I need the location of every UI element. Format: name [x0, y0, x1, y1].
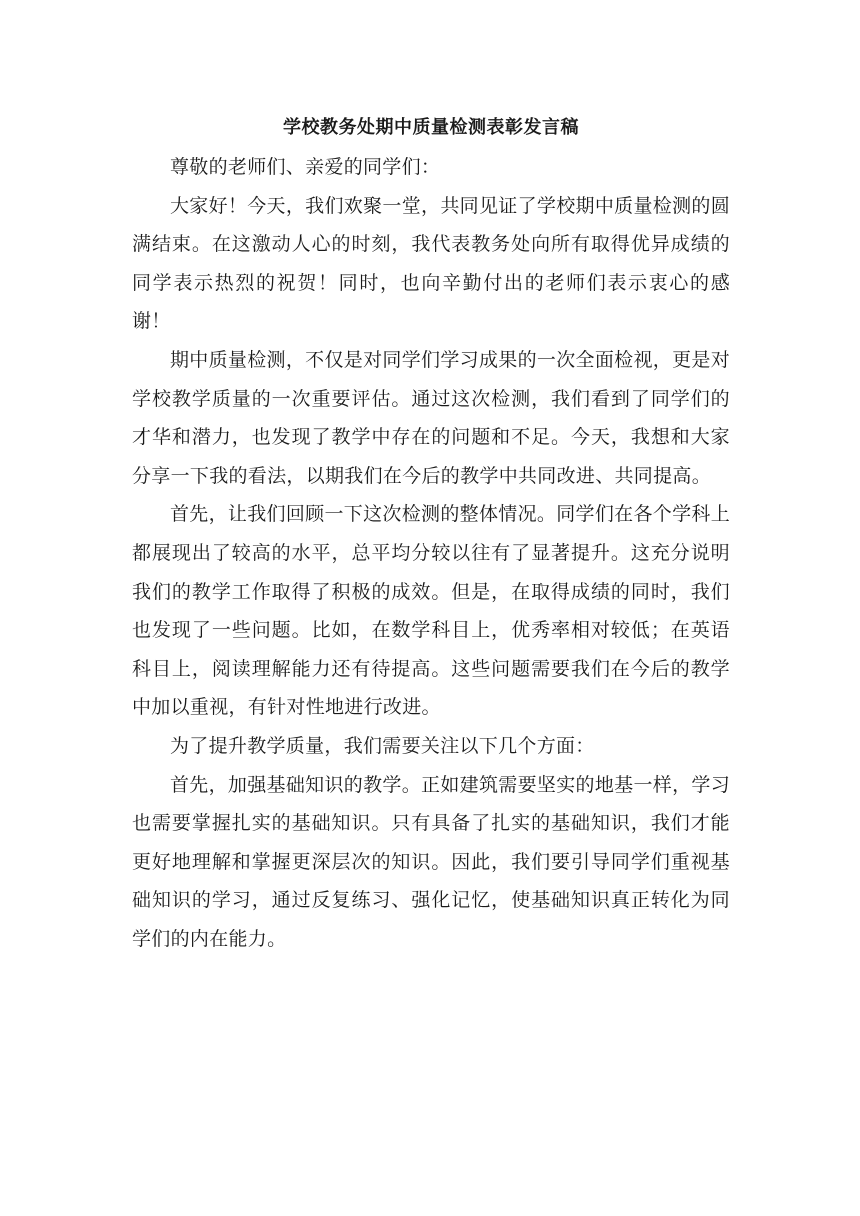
paragraph-basics: 首先，加强基础知识的教学。正如建筑需要坚实的地基一样，学习也需要掌握扎实的基础知识。只有具备了扎实的基础知识，我们才能更好地理解和掌握更深层次的知识。因此，我们要引导同学们重视基础知识的学习，通过反复练习、强化记忆，使基础知识真正转化为同学们的内在能力。	[132, 773, 730, 950]
paragraph-review: 首先，让我们回顾一下这次检测的整体情况。同学们在各个学科上都展现出了较高的水平，总平均分较以往有了显著提升。这充分说明我们的教学工作取得了积极的成效。但是，在取得成绩的同时，我们也发现了一些问题。比如，在数学科目上，优秀率相对较低；在英语科目上，阅读理解能力还有待提高。这些问题需要我们在今后的教学中加以重视，有针对性地进行改进。	[132, 503, 730, 719]
paragraph-focus-intro: 为了提升教学质量，我们需要关注以下几个方面：	[170, 734, 595, 757]
paragraph-greeting: 尊敬的老师们、亲爱的同学们：	[170, 156, 441, 178]
paragraph-significance: 期中质量检测，不仅是对同学们学习成果的一次全面检视，更是对学校教学质量的一次重要评估。通过这次检测，我们看到了同学们的才华和潜力，也发现了教学中存在的问题和不足。今天，我想和大家分享一下我的看法，以期我们在今后的教学中共同改进、共同提高。	[132, 348, 730, 487]
paragraph-opening: 大家好！今天，我们欢聚一堂，共同见证了学校期中质量检测的圆满结束。在这激动人心的时刻，我代表教务处向所有取得优异成绩的同学表示热烈的祝贺！同时，也向辛勤付出的老师们表示衷心的感谢！	[132, 194, 730, 333]
document-body	[132, 108, 730, 958]
document-title: 学校教务处期中质量检测表彰发言稿	[283, 117, 579, 138]
